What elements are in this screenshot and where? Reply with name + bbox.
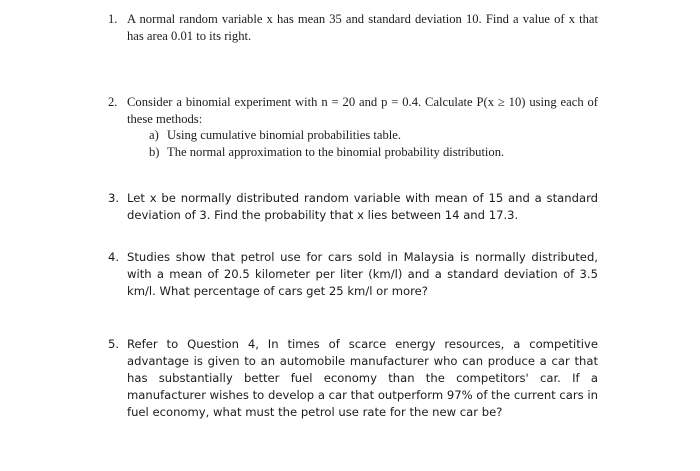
question-text: A normal random variable x has mean 35 and standard deviation 10. Find a value of x that has area 0.01 to its right. (127, 12, 598, 43)
subitem-text: The normal approximation to the binomial probability distribution. (167, 144, 505, 159)
question-text: Studies show that petrol use for cars sold in Malaysia is normally distributed, with a mean of 20.5 kilometer per liter (km/l) and a standard deviation of 3.5 km/l. What percentage of cars get 25 km/l or more? (127, 250, 598, 298)
subitem-label: a) (149, 128, 159, 142)
question-number: 4. (108, 250, 120, 264)
question-number: 3. (108, 191, 120, 205)
subitem-a (149, 127, 598, 144)
subitem-label: b) (149, 144, 160, 159)
question-2 (108, 94, 598, 160)
question-number: 1. (108, 12, 118, 26)
question-3 (108, 190, 598, 224)
question-5 (108, 336, 598, 421)
subitem-b (149, 144, 598, 161)
question-number: 5. (108, 337, 120, 351)
question-text: Refer to Question 4, In times of scarce energy resources, a competitive advantage is given to an automobile manufacturer who can produce a car that has substantially better fuel economy than the competitors' car. If a manufacturer wishes to develop a car that outperform 97% of the current cars in fuel economy, what must the petrol use rate for the new car be? (127, 337, 598, 419)
question-text: Consider a binomial experiment with n = 20 and p = 0.4. Calculate P(x ≥ 10) using each of these methods: (127, 95, 598, 126)
question-text: Let x be normally distributed random variable with mean of 15 and a standard deviation of 3. Find the probability that x lies between 14 and 17.3. (127, 191, 598, 222)
question-4 (108, 249, 598, 300)
subitem-text: Using cumulative binomial probabilities table. (167, 128, 401, 142)
question-number: 2. (108, 95, 118, 109)
question-1 (108, 11, 598, 44)
